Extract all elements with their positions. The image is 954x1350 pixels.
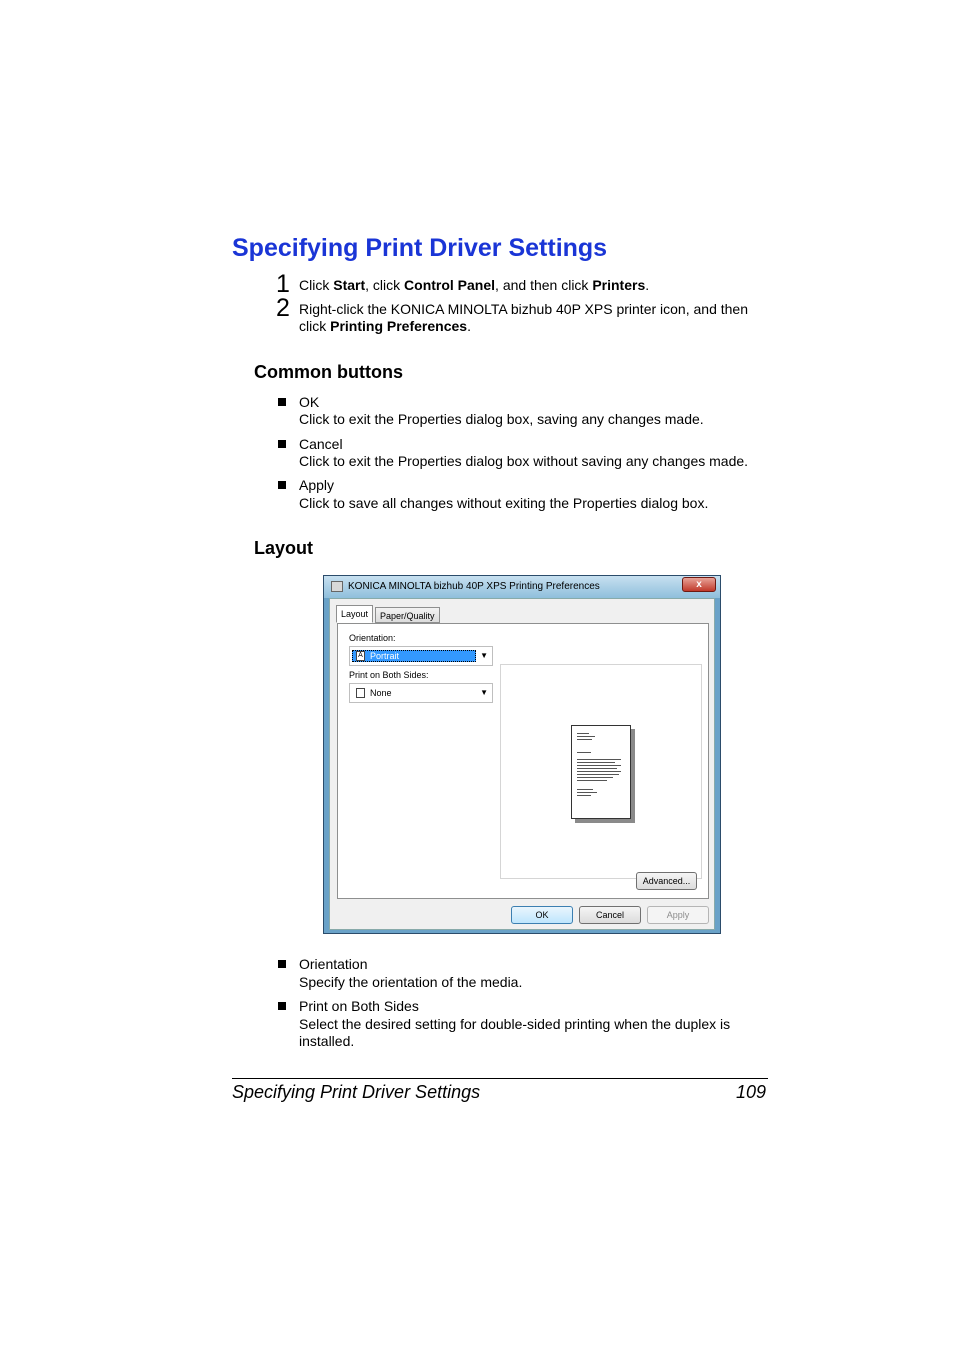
chevron-down-icon: ▼	[480, 688, 488, 697]
page-preview	[571, 725, 631, 819]
advanced-button[interactable]: Advanced...	[636, 872, 697, 890]
orientation-value: Portrait	[370, 651, 400, 661]
step-2-number: 2	[276, 294, 290, 322]
tab-paper-quality[interactable]: Paper/Quality	[375, 607, 440, 623]
cancel-button[interactable]: Cancel	[579, 906, 641, 924]
orientation-label: Orientation:	[349, 633, 396, 643]
tab-layout[interactable]: Layout	[336, 605, 373, 623]
layout-preview	[500, 664, 702, 879]
dialog-client-area	[329, 598, 715, 930]
close-button[interactable]: x	[682, 577, 716, 592]
apply-item-desc: Click to save all changes without exiting the Properties dialog box.	[299, 495, 709, 511]
common-buttons-heading: Common buttons	[254, 362, 403, 382]
layout-tab-panel	[337, 623, 709, 899]
ok-button[interactable]: OK	[511, 906, 573, 924]
both-sides-label: Print on Both Sides:	[349, 670, 429, 680]
bullet	[278, 440, 286, 448]
step-1-text: Click Start, click Control Panel, and then click Printers.	[299, 277, 650, 293]
apply-item-name: Apply	[299, 477, 335, 493]
both-sides-item-name: Print on Both Sides	[299, 998, 419, 1014]
printing-preferences-dialog	[323, 575, 721, 934]
bullet	[278, 960, 286, 968]
dialog-title: KONICA MINOLTA bizhub 40P XPS Printing Preferences	[348, 581, 600, 592]
footer-title: Specifying Print Driver Settings	[232, 1082, 481, 1102]
cancel-item-desc: Click to exit the Properties dialog box without saving any changes made.	[299, 453, 749, 469]
step-2-line-1: Right-click the KONICA MINOLTA bizhub 40P XPS printer icon, and then	[299, 301, 748, 317]
orientation-item-name: Orientation	[299, 956, 368, 972]
both-sides-item-desc-1: Select the desired setting for double-sided printing when the duplex is	[299, 1016, 731, 1032]
bullet	[278, 1002, 286, 1010]
portrait-icon: A	[356, 651, 365, 661]
printer-icon	[331, 581, 343, 592]
bullet	[278, 481, 286, 489]
step-2-line-2: click Printing Preferences.	[299, 318, 471, 334]
dialog-titlebar	[324, 576, 720, 598]
cancel-item-name: Cancel	[299, 436, 343, 452]
apply-button[interactable]: Apply	[647, 906, 709, 924]
both-sides-value: None	[370, 688, 392, 698]
orientation-select[interactable]	[349, 646, 493, 666]
footer-rule	[232, 1078, 768, 1079]
ok-item-desc: Click to exit the Properties dialog box, saving any changes made.	[299, 411, 704, 427]
step-1-number: 1	[276, 270, 290, 298]
orientation-item-desc: Specify the orientation of the media.	[299, 974, 523, 990]
layout-heading: Layout	[254, 538, 314, 558]
ok-item-name: OK	[299, 394, 320, 410]
page-icon	[356, 688, 365, 698]
both-sides-select[interactable]	[349, 683, 493, 703]
page-number: 109	[736, 1082, 767, 1102]
chevron-down-icon: ▼	[480, 651, 488, 660]
bullet	[278, 398, 286, 406]
page-title: Specifying Print Driver Settings	[232, 234, 608, 262]
both-sides-item-desc-2: installed.	[299, 1033, 355, 1049]
